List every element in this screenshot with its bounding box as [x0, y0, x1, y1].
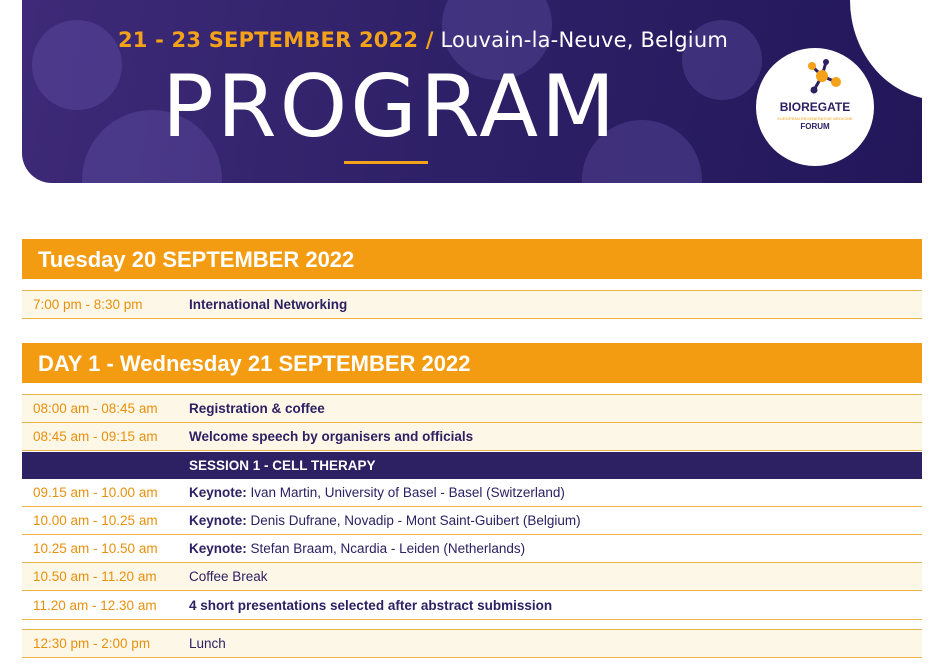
speaker-info: Stefan Braam, Ncardia - Leiden (Netherlands)	[246, 541, 526, 556]
session-title: SESSION 1 - CELL THERAPY	[189, 458, 376, 473]
schedule-row	[22, 479, 922, 507]
row-time: 10.25 am - 10.50 am	[33, 541, 158, 556]
row-time: 08:45 am - 09:15 am	[33, 429, 158, 444]
row-text	[189, 507, 581, 534]
row-time: 12:30 pm - 2:00 pm	[33, 636, 151, 651]
row-text: 4 short presentations selected after abstract submission	[189, 598, 553, 613]
keynote-label: Keynote:	[189, 513, 247, 528]
row-text	[189, 535, 525, 562]
schedule-row	[22, 592, 922, 620]
logo-name: BIOREGATE	[779, 100, 851, 114]
schedule-row	[22, 535, 922, 563]
row-text: Lunch	[189, 636, 226, 651]
row-text: Registration & coffee	[189, 401, 325, 416]
schedule-row	[22, 507, 922, 535]
logo-subtitle: EUROPEAN REGENERATIVE MEDICINE	[777, 116, 853, 121]
schedule-row	[22, 291, 922, 319]
schedule-row	[22, 423, 922, 451]
title-underline	[344, 161, 428, 164]
molecule-icon	[802, 58, 846, 100]
row-text: Welcome speech by organisers and officials	[189, 429, 474, 444]
row-time: 08:00 am - 08:45 am	[33, 401, 158, 416]
session-heading	[22, 452, 922, 479]
keynote-label: Keynote:	[189, 541, 247, 556]
page-title: PROGRAM	[162, 57, 619, 157]
decor-blob	[32, 20, 122, 110]
day-heading: DAY 1 - Wednesday 21 SEPTEMBER 2022	[22, 343, 922, 383]
schedule-row	[22, 630, 922, 658]
row-text: Coffee Break	[189, 569, 268, 584]
row-time: 7:00 pm - 8:30 pm	[33, 297, 143, 312]
row-text: International Networking	[189, 297, 348, 312]
event-dates: 21 - 23 SEPTEMBER 2022 / Louvain-la-Neuve, Belgium	[118, 28, 728, 52]
speaker-info: Denis Dufrane, Novadip - Mont Saint-Guibert (Belgium)	[246, 513, 581, 528]
row-time: 11.20 am - 12.30 am	[33, 598, 157, 613]
event-location: Louvain-la-Neuve, Belgium	[433, 28, 728, 52]
keynote-label: Keynote:	[189, 485, 247, 500]
speaker-info: Ivan Martin, University of Basel - Basel (Switzerland)	[246, 485, 565, 500]
logo-forum: FORUM	[800, 122, 830, 131]
day-heading: Tuesday 20 SEPTEMBER 2022	[22, 239, 922, 279]
row-text	[189, 479, 565, 506]
row-time: 10.50 am - 11.20 am	[33, 569, 157, 584]
schedule-row	[22, 563, 922, 591]
row-time: 09.15 am - 10.00 am	[33, 485, 158, 500]
row-time: 10.00 am - 10.25 am	[33, 513, 158, 528]
schedule-row	[22, 395, 922, 423]
